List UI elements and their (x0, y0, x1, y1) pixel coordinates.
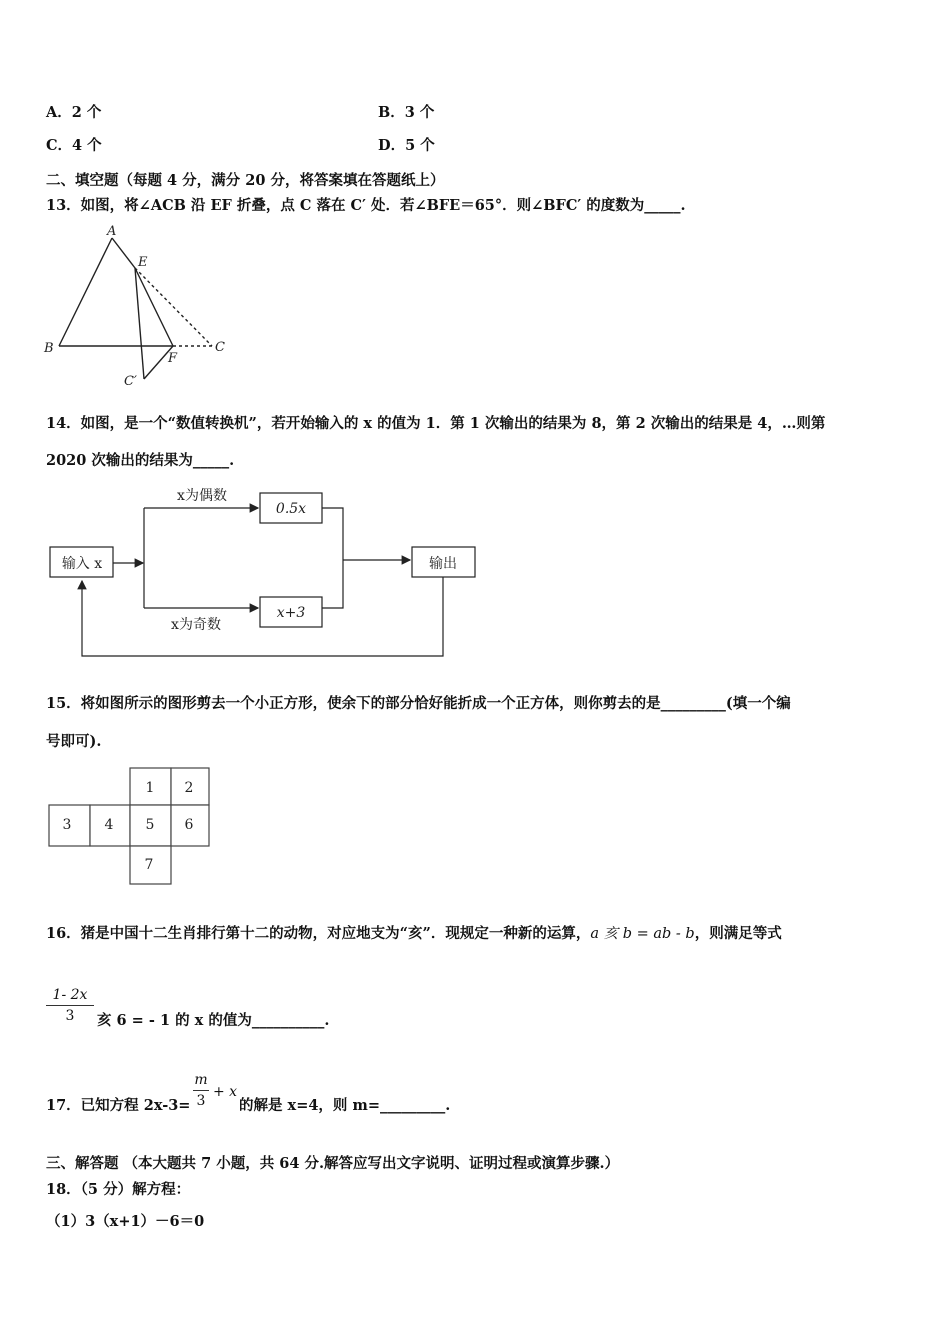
option-b: B．3 个 (378, 104, 435, 121)
question-17-prefix: 17．已知方程 2x-3= (46, 1097, 191, 1114)
net-label-3: 3 (62, 817, 72, 833)
q17-plus-x: + x (213, 1084, 238, 1100)
question-18-part1: （1）3（x+1）－6＝0 (46, 1213, 205, 1230)
net-label-2: 2 (184, 780, 194, 796)
question-13-text: 13．如图，将∠ACB 沿 EF 折叠，点 C 落在 C′ 处．若∠BFE＝65°．则∠BFC′ 的度数为_____. (46, 197, 686, 214)
question-16-line2: 亥 6 = - 1 的 x 的值为__________. (97, 1012, 330, 1029)
question-14-line2: 2020 次输出的结果为_____. (46, 452, 235, 469)
q16-fraction-denominator: 3 (65, 1008, 75, 1024)
label-e: E (138, 255, 148, 270)
question-18-title: 18．（5 分）解方程： (46, 1181, 191, 1198)
net-label-6: 6 (184, 817, 194, 833)
odd-condition-label: x为奇数 (171, 617, 221, 633)
q17-fraction-numerator: m (194, 1072, 208, 1088)
label-c: C (215, 340, 225, 355)
q17-fraction (193, 1072, 209, 1109)
question-14-line1: 14．如图，是一个“数值转换机”，若开始输入的 x 的值为 1．第 1 次输出的结果为 8，第 2 次输出的结果是 4，…则第 (46, 415, 826, 432)
option-c: C．4 个 (46, 137, 102, 154)
q15-cube-net (46, 763, 216, 893)
output-label: 输出 (429, 556, 457, 572)
edge-ec-dashed (135, 268, 212, 346)
net-label-7: 7 (144, 857, 154, 873)
label-a: A (107, 224, 117, 239)
question-16-line1 (46, 925, 782, 943)
question-15-line1: 15．将如图所示的图形剪去一个小正方形，使余下的部分恰好能折成一个正方体，则你剪去的是_________(填一个编 (46, 695, 791, 712)
q17-fraction-denominator: 3 (196, 1093, 206, 1109)
label-b: B (44, 341, 54, 356)
even-op-label: 0.5x (275, 501, 307, 517)
question-17-suffix: 的解是 x=4，则 m=_________. (239, 1097, 451, 1114)
edge-ab (59, 238, 112, 346)
merge-line (322, 508, 343, 608)
question-15-line2: 号即可). (46, 733, 102, 750)
label-c-prime: C′ (124, 374, 137, 389)
q16-text-end: ，则满足等式 (694, 925, 782, 942)
label-f: F (168, 351, 178, 366)
net-label-1: 1 (145, 780, 155, 796)
odd-op-label: x+3 (276, 605, 306, 621)
q16-text-start: 16．猪是中国十二生肖排行第十二的动物，对应地支为“亥”．现规定一种新的运算， (46, 925, 591, 942)
option-d: D．5 个 (378, 137, 435, 154)
edge-ae (112, 238, 135, 268)
q13-figure (40, 222, 240, 392)
input-label: 输入 x (61, 556, 103, 572)
even-condition-label: x为偶数 (177, 488, 227, 504)
q16-fraction (46, 987, 94, 1024)
section-3-heading: 三、解答题 （本大题共 7 小题，共 64 分.解答应写出文字说明、证明过程或演算步骤.） (46, 1155, 620, 1172)
section-2-heading: 二、填空题（每题 4 分，满分 20 分，将答案填在答题纸上） (46, 172, 445, 189)
net-label-5: 5 (145, 817, 155, 833)
net-label-4: 4 (104, 817, 114, 833)
q14-flowchart (40, 480, 490, 665)
option-a: A．2 个 (46, 104, 102, 121)
q16-operation-definition: a 亥 b = ab - b (590, 926, 695, 942)
q16-fraction-numerator: 1- 2x (52, 987, 88, 1003)
